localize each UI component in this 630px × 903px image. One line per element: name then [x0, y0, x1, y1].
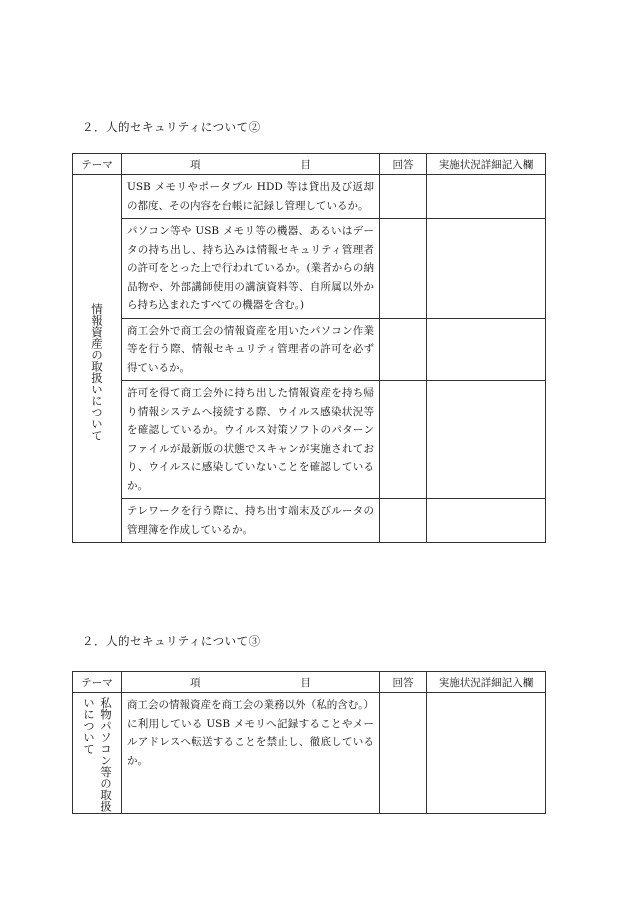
answer-cell[interactable] [380, 175, 427, 219]
detail-cell[interactable] [427, 499, 546, 543]
table-row [73, 693, 546, 814]
item-cell [122, 219, 380, 319]
item-header-right: 目 [300, 158, 311, 171]
item-text: テレワークを行う際に、持ち出す端末及びルータの管理簿を作成しているか。 [127, 505, 374, 536]
answer-cell[interactable] [380, 219, 427, 319]
theme-column-header: テーマ [73, 154, 122, 175]
section-heading-3: ２．人的セキュリティについて③ [82, 634, 261, 648]
item-column-header [122, 154, 380, 175]
item-cell [122, 318, 380, 381]
table-row [73, 219, 546, 319]
answer-cell[interactable] [380, 381, 427, 499]
item-cell [122, 499, 380, 543]
detail-cell[interactable] [427, 693, 546, 814]
item-column-header [122, 672, 380, 693]
table-header-row [73, 672, 546, 693]
item-text: パソコン等や USB メモリ等の機器、あるいはデータの持ち出し、持ち込みは情報セキュリティ管理者の許可をとった上で行われているか。(業者からの納品物や、外部講師使用の講演資料等、自所属以外から持ち込まれたすべての機器を含む。) [127, 225, 374, 311]
theme-cell [73, 175, 122, 543]
item-cell [122, 381, 380, 499]
answer-column-header: 回答 [380, 672, 427, 693]
item-text: 商工会の情報資産を商工会の業務以外（私的含む。）に利用している USB メモリへ記録することやメールアドレスへ転送することを禁止し、徹底しているか。 [127, 699, 374, 767]
theme-column-header: テーマ [73, 672, 122, 693]
detail-cell[interactable] [427, 175, 546, 219]
item-text: 商工会外で商工会の情報資産を用いたパソコン作業等を行う際、情報セキュリティ管理者の許可を必ず得ているか。 [127, 324, 374, 374]
item-text: 許可を得て商工会外に持ち出した情報資産を持ち帰り情報システムへ接続する際、ウイルス感染状況等を確認しているか。ウイルス対策ソフトのパターンファイルが最新版の状態でスキャンが実施されており、ウイルスに感染していないことを確認しているか。 [127, 387, 374, 492]
section-heading-2: ２．人的セキュリティについて② [82, 120, 261, 134]
theme-text: 情報資産の取扱いについて [90, 303, 104, 441]
detail-cell[interactable] [427, 318, 546, 381]
table-row [73, 499, 546, 543]
theme-cell [73, 693, 122, 814]
detail-column-header: 実施状況詳細記入欄 [427, 154, 546, 175]
table-row [73, 381, 546, 499]
item-header-left: 項 [190, 676, 201, 689]
theme-text: 私物パソコン等の取扱いについて [82, 697, 113, 812]
answer-cell[interactable] [380, 318, 427, 381]
item-text: USB メモリやポータブル HDD 等は貸出及び返却の都度、その内容を台帳に記録し管理しているか。 [127, 181, 374, 212]
table-row [73, 175, 546, 219]
item-cell [122, 693, 380, 814]
detail-cell[interactable] [427, 219, 546, 319]
answer-cell[interactable] [380, 693, 427, 814]
item-header-right: 目 [300, 676, 311, 689]
checklist-table-2 [72, 153, 546, 543]
checklist-table-3 [72, 671, 546, 814]
detail-cell[interactable] [427, 381, 546, 499]
item-cell [122, 175, 380, 219]
item-header-left: 項 [190, 158, 201, 171]
detail-column-header: 実施状況詳細記入欄 [427, 672, 546, 693]
table-row [73, 318, 546, 381]
table-header-row [73, 154, 546, 175]
answer-cell[interactable] [380, 499, 427, 543]
answer-column-header: 回答 [380, 154, 427, 175]
